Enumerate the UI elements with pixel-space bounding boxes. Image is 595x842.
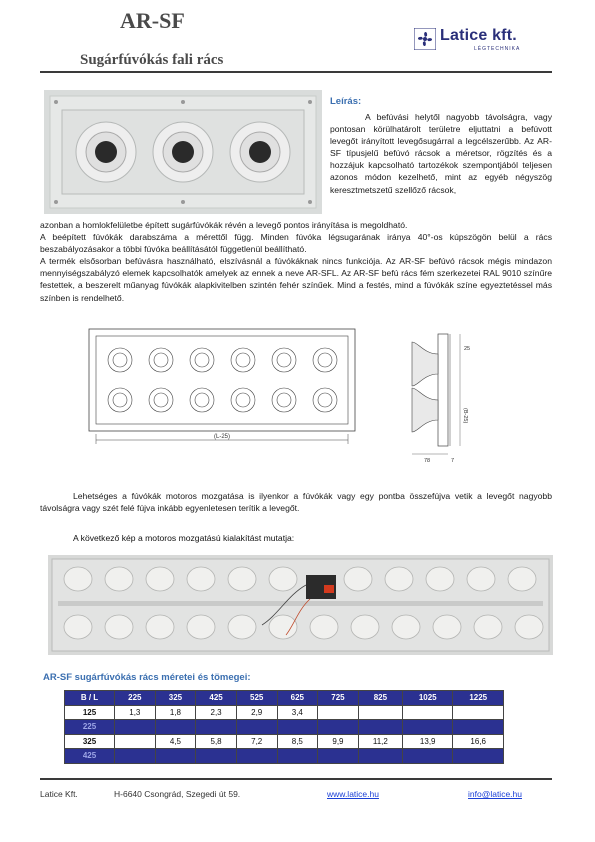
footer-email (468, 789, 522, 799)
table-cell: 13,9 (402, 734, 452, 749)
table-header-cell: 225 (115, 691, 156, 706)
description-paragraph-1: A befúvási helytől nagyobb távolságra, vagy pontosan körülhatárolt területre eljuttatni a befúvott levegőt irányított levegősugárral a legcélszerűbb. Az AR-SF típusjelű befúvó rácsok a méretsor, rögzítés és a hozzájuk kapcsolható tartozékok szempontjából teljesen azonos módon kezelhető, mint az egyéb négyszög keresztmetszetű szellőző rácsok, (330, 112, 552, 195)
table-cell: 9,9 (318, 734, 359, 749)
footer-company: Latice Kft. (40, 789, 78, 799)
table-header-cell: 625 (277, 691, 318, 706)
table-cell (402, 749, 452, 764)
table-row (65, 720, 504, 735)
table-cell: 7,2 (236, 734, 277, 749)
table-cell (402, 705, 452, 720)
footer-address: H-6640 Csongrád, Szegedi út 59. (114, 789, 241, 799)
table-cell (115, 734, 156, 749)
logo-tagline: LÉGTECHNIKA (474, 46, 521, 52)
table-cell: 4,5 (155, 734, 196, 749)
table-cell (402, 720, 452, 735)
table-header-cell: 525 (236, 691, 277, 706)
description-paragraph-3: A termék elsősorban befúvásra használható, elszívásnál a fúvókáknak nincs funkciója. Az AR-SF befúvó rácsok mégis mindazon mennyiségszabályzó elemek kapcsolhatók amelyek az ennek a neve AR-SFL. Az AR-SF befú rács fém szerkezetei RAL 9010 színűre festettek, a beszerelt műanyag fúvókák alapkivitelben szintén fehér színűek. Mind a festés, mind a fúvókák színe egyeztetéssel más színben is rendelhető. (40, 256, 552, 303)
table-cell: 5,8 (196, 734, 237, 749)
table-cell: 16,6 (453, 734, 504, 749)
website-link[interactable]: www.latice.hu (327, 789, 379, 799)
document-subtitle: Sugárfúvókás fali rács (80, 52, 224, 68)
row-header-cell: 125 (65, 705, 115, 720)
table-cell: 8,5 (277, 734, 318, 749)
table-cell (318, 720, 359, 735)
row-header-cell: 425 (65, 749, 115, 764)
motor-paragraph: Lehetséges a fúvókák motoros mozgatása is ilyenkor a fúvókák vagy egy pontba összefújva vetik a levegőt nagyobb távolságra vagy szét felé fújva inkább egyenletesen terítik a levegőt. (40, 491, 552, 513)
table-cell (196, 720, 237, 735)
description-paragraph-1-continued: azonban a homlokfelületbe épített sugárfúvókák révén a levegő pontos irányítása is megoldható. (40, 220, 408, 230)
footer-website (327, 789, 379, 799)
footer-divider (40, 778, 552, 780)
table-header-row (65, 691, 504, 706)
table-cell (358, 705, 402, 720)
front-width-dimension: (L-25) (213, 434, 231, 440)
row-header-cell: 225 (65, 720, 115, 735)
table-header-cell: B / L (65, 691, 115, 706)
table-header-cell: 725 (318, 691, 359, 706)
table-header-cell: 1225 (453, 691, 504, 706)
table-cell (277, 749, 318, 764)
table-row (65, 705, 504, 720)
table-cell (115, 720, 156, 735)
table-cell: 3,4 (277, 705, 318, 720)
table-cell (155, 749, 196, 764)
motor-caption: A következő kép a motoros mozgatású kialakítást mutatja: (73, 533, 295, 543)
email-link[interactable]: info@latice.hu (468, 789, 522, 799)
table-cell: 2,9 (236, 705, 277, 720)
table-cell (453, 720, 504, 735)
table-cell (318, 749, 359, 764)
product-photo-motorized (48, 555, 553, 655)
fan-logo-icon (414, 28, 436, 50)
company-logo (414, 28, 550, 54)
side-dim-78: 78 (424, 458, 431, 464)
table-cell (318, 705, 359, 720)
table-cell (236, 720, 277, 735)
side-dim-25: 25 (464, 346, 470, 352)
table-cell (453, 749, 504, 764)
table-heading: AR-SF sugárfúvókás rács méretei és tömegei: (43, 672, 251, 683)
description-body (40, 219, 552, 304)
description-paragraph-2: A beépített fúvókák darabszáma a mérettől függ. Minden fúvóka légsugarának iránya 40°-os kúpszögön belül a rács beszabályozásakor a többi fúvóka beállításától függetlenül beállítható. (40, 232, 552, 255)
description-heading: Leírás: (330, 96, 362, 107)
row-header-cell: 325 (65, 734, 115, 749)
table-header-cell: 1025 (402, 691, 452, 706)
table-cell (115, 749, 156, 764)
header-divider (40, 71, 552, 73)
table-header-cell: 825 (358, 691, 402, 706)
dimensions-weights-table (64, 690, 504, 764)
table-cell (236, 749, 277, 764)
table-header-cell: 425 (196, 691, 237, 706)
table-cell: 2,3 (196, 705, 237, 720)
logo-name: Latice kft. (440, 27, 517, 44)
table-cell: 1,8 (155, 705, 196, 720)
table-cell (453, 705, 504, 720)
table-cell (358, 749, 402, 764)
table-header-cell: 325 (155, 691, 196, 706)
table-cell: 1,3 (115, 705, 156, 720)
table-cell (155, 720, 196, 735)
document-title: AR-SF (120, 8, 185, 33)
table-row (65, 749, 504, 764)
side-dim-7: 7 (451, 458, 455, 464)
table-cell: 11,2 (358, 734, 402, 749)
product-photo-3-nozzle (44, 90, 322, 214)
table-cell (196, 749, 237, 764)
technical-drawing-side (394, 328, 470, 468)
table-cell (277, 720, 318, 735)
side-height-dimension: (B-25) (462, 408, 468, 424)
technical-drawing-front (88, 328, 356, 453)
table-cell (358, 720, 402, 735)
table-row (65, 734, 504, 749)
